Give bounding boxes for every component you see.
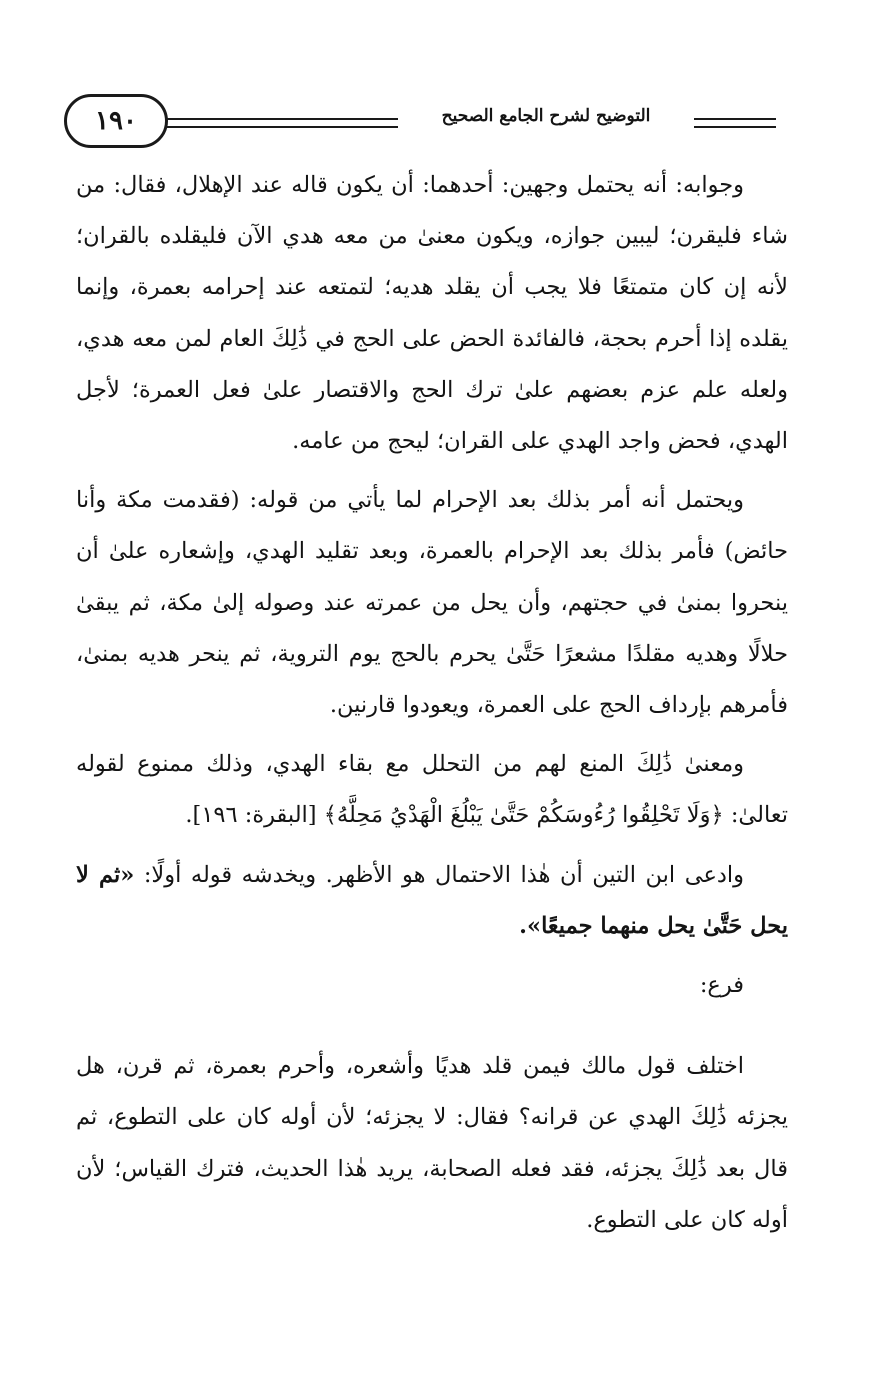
hadith-quote: «ثم لا يحل حَتَّىٰ يحل منهما جميعًا». [76, 861, 788, 939]
paragraph [76, 850, 788, 952]
page-body [76, 160, 788, 1246]
paragraph: اختلف قول مالك فيمن قلد هديًا وأشعره، وأحرم بعمرة، ثم قرن، هل يجزئه ذَٰلِكَ الهدي عن قرانه؟ فقال: لا يجزئه؛ لأن أوله كان على التطوع، ثم قال بعد ذَٰلِكَ يجزئه، فقد فعله الصحابة، يريد هٰذا الحديث، فترك القياس؛ لأن أوله كان على التطوع. [76, 1053, 788, 1233]
header-rule [694, 118, 776, 120]
page-number: ١٩٠ [64, 94, 168, 148]
header-rule [188, 118, 398, 120]
paragraph: ومعنىٰ ذَٰلِكَ المنع لهم من التحلل مع بقاء الهدي، وذلك ممنوع لقوله تعالىٰ: ﴿وَلَا تَحْلِقُوا رُءُوسَكُمْ حَتَّىٰ يَبْلُغَ الْهَدْيُ مَحِلَّهُ﴾ [البقرة: ١٩٦]. [76, 751, 788, 829]
page-header [64, 94, 804, 152]
paragraph: وجوابه: أنه يحتمل وجهين: أحدهما: أن يكون قاله عند الإهلال، فقال: من شاء فليقرن؛ ليبين جوازه، ويكون معنىٰ من معه هدي الآن فليقلده بالقران؛ لأنه إن كان متمتعًا فلا يجب أن يقلد هديه؛ لتمتعه عند إحرامه بعمرة، وإنما يقلده إذا أحرم بحجة، فالفائدة الحض على الحج في ذَٰلِكَ العام لمن معه هدي، ولعله علم عزم بعضهم علىٰ ترك الحج والاقتصار علىٰ فعل العمرة؛ لأجل الهدي، فحض واجد الهدي على القران؛ ليحج من عامه. [76, 172, 788, 455]
paragraph-text: وادعى ابن التين أن هٰذا الاحتمال هو الأظهر. ويخدشه قوله أولًا: [143, 861, 745, 888]
paragraph: ويحتمل أنه أمر بذلك بعد الإحرام لما يأتي من قوله: (فقدمت مكة وأنا حائض) فأمر بذلك بعد الإحرام بالعمرة، وبعد تقليد الهدي، وإشعاره علىٰ أن ينحروا بمنىٰ في حجتهم، وأن يحل من عمرته عند وصوله إلىٰ مكة، ثم يبقىٰ حلالًا وهديه مقلدًا مشعرًا حَتَّىٰ يحرم بالحج يوم التروية، ثم ينحر هديه بمنىٰ، فأمرهم بإرداف الحج على العمرة، ويعودوا قارنين. [76, 487, 788, 719]
header-rule [694, 126, 776, 128]
section-heading: فرع: [699, 972, 744, 999]
header-rule [188, 126, 398, 128]
running-title: التوضيح لشرح الجامع الصحيح [441, 106, 651, 126]
